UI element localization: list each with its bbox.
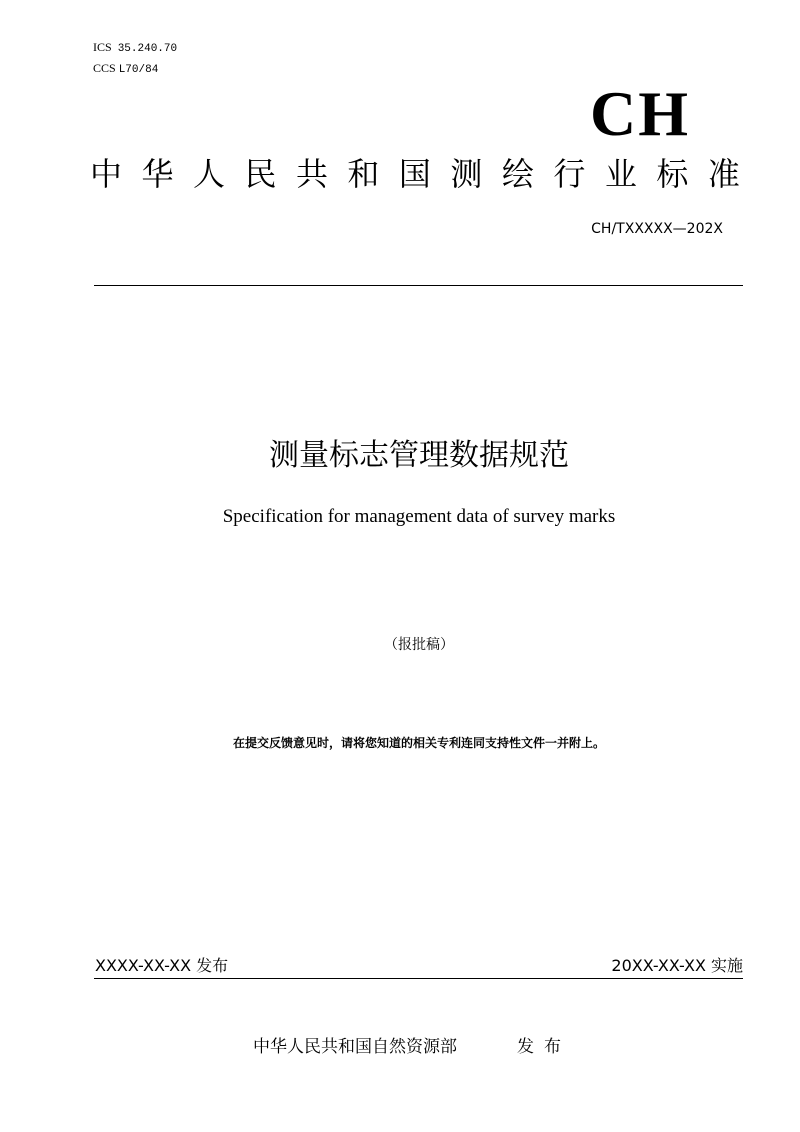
ch-logo: CH: [590, 78, 690, 149]
standard-name-char: 中: [90, 155, 123, 193]
ics-code: 35.240.70: [117, 43, 178, 55]
standard-name-char: 人: [192, 155, 225, 193]
standard-name-char: 和: [347, 155, 380, 193]
publish-verb: 发布: [517, 1037, 571, 1057]
implementation-date: 20XX-XX-XX 实施: [611, 956, 743, 975]
ccs-line: [93, 61, 158, 77]
document-title-english: Specification for management data of survey marks: [222, 506, 616, 527]
standard-name-char: 业: [604, 155, 637, 193]
issue-date: XXXX-XX-XX 发布: [95, 956, 229, 975]
ics-label: ICS: [93, 40, 112, 54]
ics-line: [93, 40, 177, 56]
standard-name-char: 共: [295, 155, 328, 193]
standard-name-char: 绘: [501, 155, 534, 193]
standard-name-char: 国: [398, 155, 431, 193]
standard-name-char: 准: [707, 155, 740, 193]
publisher: 中华人民共和国自然资源部: [253, 1037, 457, 1057]
standard-name-char: 标: [656, 155, 689, 193]
ccs-label: CCS: [93, 61, 116, 75]
standard-name-char: 测: [450, 155, 483, 193]
document-title-chinese: 测量标志管理数据规范: [269, 438, 569, 473]
standard-number: CH/TXXXXX—202X: [591, 221, 723, 237]
standard-name-char: 华: [141, 155, 174, 193]
standard-name-char: 民: [244, 155, 277, 193]
standard-name-char: 行: [553, 155, 586, 193]
patent-notice: 在提交反馈意见时，请将您知道的相关专利连同支持性文件一并附上。: [232, 736, 605, 750]
top-divider: [94, 285, 743, 286]
draft-status: （报批稿）: [384, 637, 454, 653]
standard-name: [90, 154, 740, 194]
bottom-divider: [94, 978, 743, 979]
ccs-code: L70/84: [118, 64, 159, 76]
